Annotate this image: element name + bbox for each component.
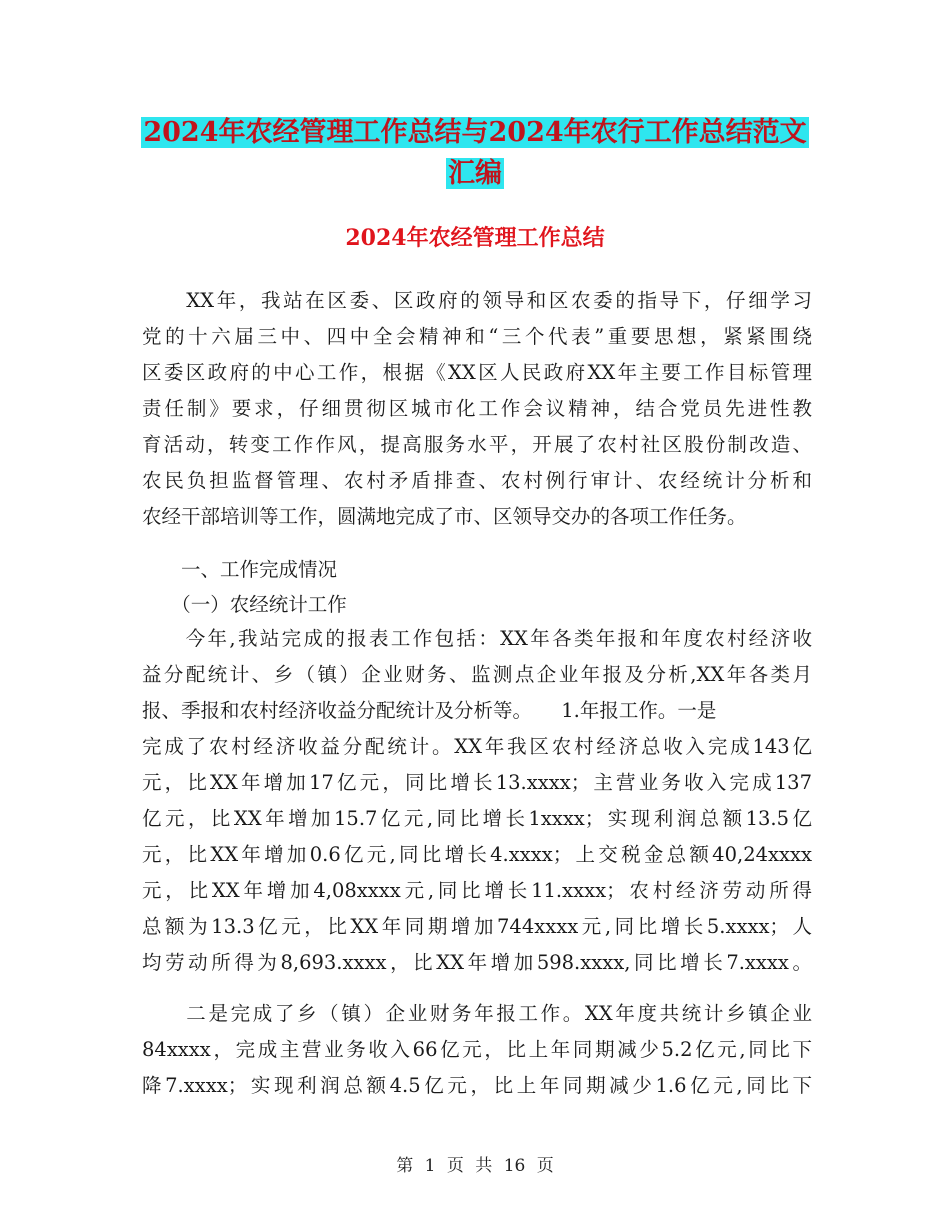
section-heading: 一、工作完成情况 — [142, 558, 338, 581]
document-title-line-1 — [0, 111, 950, 155]
document-title-highlight-1: 2024年农经管理工作总结与2024年农行工作总结范文 — [143, 117, 807, 148]
body-line: 报、季报和农村经济收益分配统计及分析等。 1.年报工作。一是 — [142, 699, 717, 722]
body-line: 农民负担监督管理、农村矛盾排查、农村例行审计、农经统计分析和 — [142, 469, 812, 492]
body-line: 元，比XX年增加4,08xxxx元,同比增长11.xxxx；农村经济劳动所得 — [142, 879, 812, 902]
body-line: 均劳动所得为8,693.xxxx，比XX年增加598.xxxx,同比增长7.xxxx。 — [142, 951, 812, 974]
document-title-highlight-2: 汇编 — [448, 158, 502, 189]
body-line: 84xxxx，完成主营业务收入66亿元，比上年同期减少5.2亿元,同比下 — [142, 1038, 812, 1061]
body-line: 农经干部培训等工作，圆满地完成了市、区领导交办的各项工作任务。 — [142, 505, 747, 528]
body-line: 益分配统计、乡（镇）企业财务、监测点企业年报及分析,XX年各类月 — [142, 663, 812, 686]
body-line: 区委区政府的中心工作，根据《XX区人民政府XX年主要工作目标管理 — [142, 361, 812, 384]
body-line: XX年，我站在区委、区政府的领导和区农委的指导下，仔细学习 — [142, 289, 812, 312]
body-line: 亿元，比XX年增加15.7亿元,同比增长1xxxx；实现利润总额13.5亿 — [142, 807, 812, 830]
body-line: 党的十六届三中、四中全会精神和“三个代表”重要思想，紧紧围绕 — [142, 325, 812, 348]
body-line: 元，比XX年增加0.6亿元,同比增长4.xxxx；上交税金总额40,24xxxx — [142, 843, 812, 866]
body-line: 完成了农村经济收益分配统计。XX年我区农村经济总收入完成143亿 — [142, 735, 812, 758]
body-line: 责任制》要求，仔细贯彻区城市化工作会议精神，结合党员先进性教 — [142, 397, 812, 420]
section-title: 2024年农经管理工作总结 — [345, 225, 605, 251]
body-line: 今年,我站完成的报表工作包括：XX年各类年报和年度农村经济收 — [142, 627, 812, 650]
body-line: 二是完成了乡（镇）企业财务年报工作。XX年度共统计乡镇企业 — [142, 1002, 812, 1025]
document-title-line-2 — [0, 152, 950, 196]
body-line: 总额为13.3亿元，比XX年同期增加744xxxx元,同比增长5.xxxx；人 — [142, 915, 812, 938]
body-line: 降7.xxxx；实现利润总额4.5亿元，比上年同期减少1.6亿元,同比下 — [142, 1074, 812, 1097]
body-line: 元，比XX年增加17亿元，同比增长13.xxxx；主营业务收入完成137 — [142, 771, 812, 794]
body-line: 育活动，转变工作作风，提高服务水平，开展了农村社区股份制改造、 — [142, 433, 812, 456]
subsection-heading: （一）农经统计工作 — [142, 593, 347, 616]
page-number-footer: 第 1 页 共 16 页 — [396, 1156, 554, 1176]
